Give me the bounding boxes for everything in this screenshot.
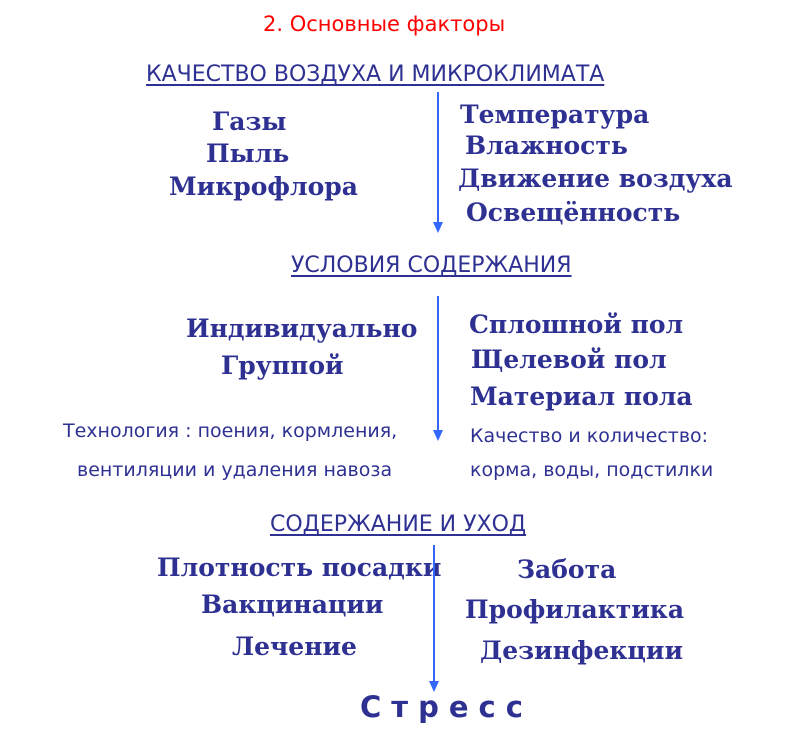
factor-treatment: Лечение [232,632,357,661]
note-technology-line1: Технология : поения, кормления, [63,420,398,442]
arrow-down-icon [426,545,442,693]
section-header-keeping-care: СОДЕРЖАНИЕ И УХОД [270,512,527,537]
factor-gases: Газы [212,107,287,136]
factor-floor-material: Материал пола [470,382,693,411]
factor-group: Группой [221,351,344,380]
factor-solid-floor: Сплошной пол [469,310,684,339]
section-header-air-quality: КАЧЕСТВО ВОЗДУХА И МИКРОКЛИМАТА [146,62,605,87]
factor-air-movement: Движение воздуха [458,164,733,193]
factor-individually: Индивидуально [186,314,418,343]
arrow-down-icon [430,92,446,234]
factor-slatted-floor: Щелевой пол [471,345,667,374]
factor-stocking-density: Плотность посадки [157,553,442,582]
arrow-down-icon [430,296,446,442]
note-quality-line2: корма, воды, подстилки [470,459,714,481]
result-stress: Стресс [360,690,533,724]
section-header-housing-conditions: УСЛОВИЯ СОДЕРЖАНИЯ [291,253,572,278]
page-title: 2. Основные факторы [263,12,506,36]
note-quality-line1: Качество и количество: [470,425,709,447]
factor-vaccinations: Вакцинации [201,590,384,619]
factor-temperature: Температура [460,100,650,129]
factor-lighting: Освещённость [466,198,681,227]
factor-dust: Пыль [206,139,290,168]
factor-disinfection: Дезинфекции [480,636,683,665]
note-technology-line2: вентиляции и удаления навоза [77,459,393,481]
factor-microflora: Микрофлора [169,172,358,201]
factor-care: Забота [517,555,617,584]
factor-prevention: Профилактика [465,595,685,624]
factor-humidity: Влажность [465,131,628,160]
